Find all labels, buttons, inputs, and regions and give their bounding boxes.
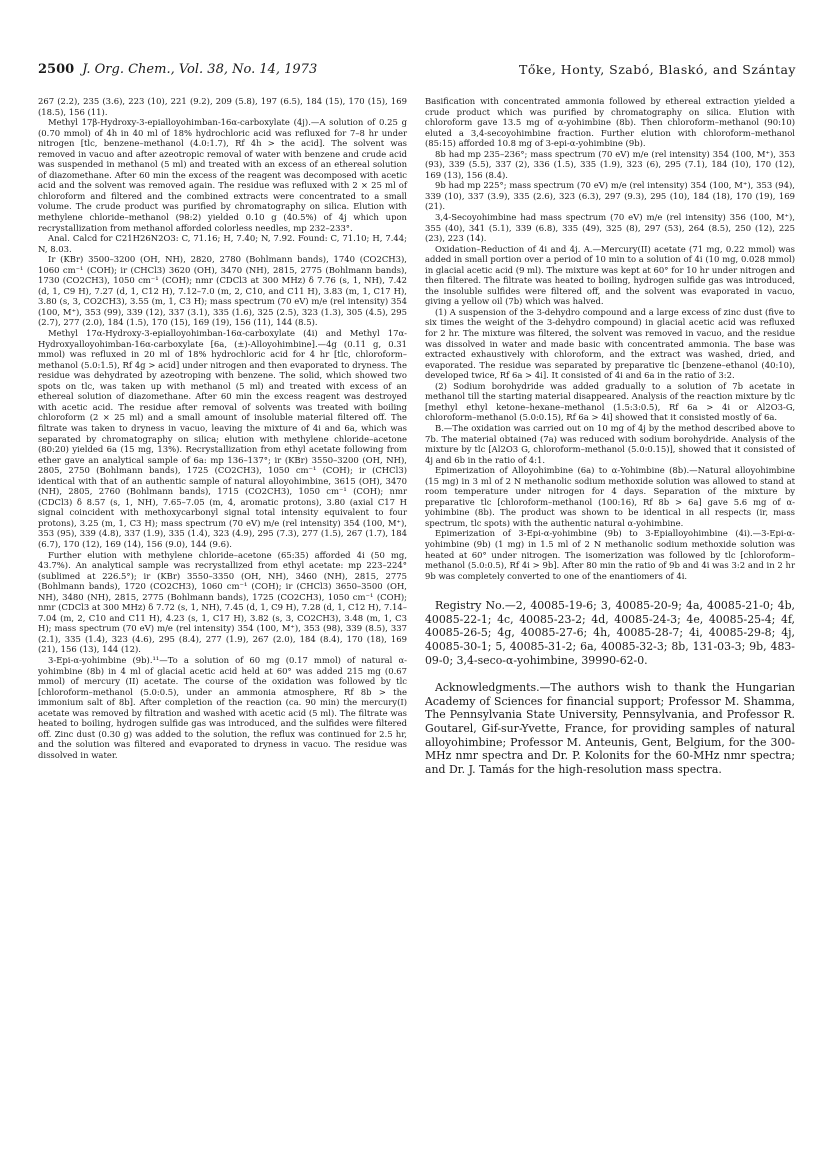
paragraph: 267 (2.2), 235 (3.6), 223 (10), 221 (9.2), 209 (5.8), 197 (6.5), 184 (15), 170 (15), 169 (18.5), 156 (11). <box>38 96 407 117</box>
paragraph: Anal. Calcd for C21H26N2O3: C, 71.16; H, 7.40; N, 7.92. Found: C, 71.10; H, 7.44; N, 8.03. <box>38 233 407 254</box>
journal-citation: J. Org. Chem., Vol. 38, No. 14, 1973 <box>82 62 318 77</box>
paragraph: Further elution with methylene chloride–acetone (65:35) afforded 4i (50 mg, 43.7%). An analytical sample was recrystallized from ethyl acetate: mp 223–224° (sublimed at 226.5°); ir (KBr) 3550–3350 (OH, NH), 3460 (NH), 2815, 2775 (Bohlmann bands), 1720 (CO2CH3), 1060 cm⁻¹ (COH); ir (CHCl3) 3650–3500 (OH, NH), 3480 (NH), 2815, 2775 (Bohlmann bands), 1725 (CO2CH3), 1050 cm⁻¹ (COH); nmr (CDCl3 at 300 MHz) δ 7.72 (s, 1, NH), 7.45 (d, 1, C9 H), 7.28 (d, 1, C12 H), 7.14–7.04 (m, 2, C10 and C11 H), 4.23 (s, 1, C17 H), 3.82 (s, 3, CO2CH3), 3.48 (m, 1, C3 H); mass spectrum (70 eV) m/e (rel intensity) 354 (100, M⁺), 353 (98), 339 (8.5), 337 (2.1), 335 (1.4), 323 (4.6), 295 (8.4), 277 (1.9), 267 (2.0), 184 (8.4), 170 (18), 169 (21), 156 (13), 144 (12). <box>38 549 407 655</box>
paragraph: Epimerization of Alloyohimbine (6a) to α-Yohimbine (8b).—Natural alloyohimbine (15 mg) in 3 ml of 2 N methanolic sodium methoxide solution was allowed to stand at room temperature under nitrogen for 4 days. Separation of the mixture by preparative tlc [chloroform–methanol (100:16), Rf 8b > 6a] gave 5.6 mg of α-yohimbine (8b). The product was shown to be identical in all respects (ir, mass spectrum, tlc spots) with the authentic natural α-yohimbine. <box>425 465 795 528</box>
running-head-left <box>38 62 317 77</box>
acknowledgments: Acknowledgments.—The authors wish to thank the Hungarian Academy of Sciences for financial support; Professor M. Shamma, The Pennsylvania State University, Pennsylvania, and Professor R. Goutarel, Gif-sur-Yvette, France, for providing samples of natural alloyohimbine; Professor M. Anteunis, Gent, Belgium, for the 300-MHz nmr spectra and Dr. P. Kolonits for the 60-MHz nmr spectra; and Dr. J. Tamás for the high-resolution mass spectra. <box>425 681 795 776</box>
running-head-authors: Tőke, Honty, Szabó, Blaskó, and Szántay <box>519 62 796 77</box>
paragraph: Methyl 17β-Hydroxy-3-epialloyohimban-16α-carboxylate (4j).—A solution of 0.25 g (0.70 mmol) of 4h in 40 ml of 18% hydrochloric acid was refluxed for 7–8 hr under nitrogen [tlc, benzene–methanol (4.0:1.7), Rf 4h > the acid]. The solvent was removed in vacuo and after azeotropic removal of water with benzene and crude acid was suspended in methanol (5 ml) and treated with an excess of an ethereal solution of diazomethane. After 60 min the excess of the reagent was decomposed with acetic acid and the solvent was removed again. The residue was refluxed with 2 × 25 ml of chloroform and filtered and the combined extracts were concentrated to a small volume. The crude product was purified by chromatography on silica. Elution with methylene chloride–methanol (98:2) yielded 0.10 g (40.5%) of 4j which upon recrystallization from methanol afforded colorless needles, mp 232–233°. <box>38 117 407 233</box>
paragraph: Basification with concentrated ammonia followed by ethereal extraction yielded a crude product which was purified by chromatography on silica. Elution with chloroform gave 13.5 mg of α-yohimbine (8b). Then chloroform–methanol (90:10) eluted a 3,4-secoyohimbine fraction. Further elution with chloroform–methanol (85:15) afforded 10.8 mg of 3-epi-α-yohimbine (9b). <box>425 96 795 149</box>
paragraph: Ir (KBr) 3500–3200 (OH, NH), 2820, 2780 (Bohlmann bands), 1740 (CO2CH3), 1060 cm⁻¹ (COH); ir (CHCl3) 3620 (OH), 3470 (NH), 2815, 2775 (Bohlmann bands), 1730 (CO2CH3), 1050 cm⁻¹ (COH); nmr (CDCl3 at 300 MHz) δ 7.76 (s, 1, NH), 7.42 (d, 1, C9 H), 7.27 (d, 1, C12 H), 7.12–7.0 (m, 2, C10, and C11 H), 3.83 (m, 1, C17 H), 3.80 (s, 3, CO2CH3), 3.55 (m, 1, C3 H); mass spectrum (70 eV) m/e (rel intensity) 354 (100, M⁺), 353 (99), 339 (12), 337 (3.1), 335 (1.6), 325 (2.5), 323 (1.3), 305 (4.5), 295 (2.7), 277 (2.0), 184 (1.5), 170 (15), 169 (19), 156 (11), 144 (8.5). <box>38 254 407 328</box>
registry-numbers: Registry No.—2, 40085-19-6; 3, 40085-20-9; 4a, 40085-21-0; 4b, 40085-22-1; 4c, 40085-23-2; 4d, 40085-24-3; 4e, 40085-25-4; 4f, 40085-26-5; 4g, 40085-27-6; 4h, 40085-28-7; 4i, 40085-29-8; 4j, 40085-30-1; 5, 40085-31-2; 6a, 40085-32-3; 8b, 131-03-3; 9b, 483-09-0; 3,4-seco-α-yohimbine, 39990-62-0. <box>425 599 795 667</box>
paragraph: B.—The oxidation was carried out on 10 mg of 4j by the method described above to 7b. The material obtained (7a) was reduced with sodium borohydride. Analysis of the mixture by tlc [Al2O3 G, chloroform–methanol (5.0:0.15)], showed that it consisted of 4j and 6b in the ratio of 4:1. <box>425 422 795 465</box>
paragraph: 8b had mp 235–236°; mass spectrum (70 eV) m/e (rel intensity) 354 (100, M⁺), 353 (93), 339 (5.5), 337 (2), 336 (1.5), 335 (1.9), 323 (6), 295 (7.1), 184 (10), 170 (12), 169 (13), 156 (8.4). <box>425 148 795 180</box>
paragraph: 3-Epi-α-yohimbine (9b).¹¹—To a solution of 60 mg (0.17 mmol) of natural α-yohimbine (8b) in 4 ml of glacial acetic acid held at 60° was added 215 mg (0.67 mmol) of mercury (II) acetate. The course of the oxidation was followed by tlc [chloroform–methanol (5.0:0.5), under an ammonia atmosphere, Rf 8b > the immonium salt of 8b]. After completion of the reaction (ca. 90 min) the mercury(I) acetate was removed by filtration and washed with acetic acid (5 ml). The filtrate was heated to boiling, hydrogen sulfide gas was introduced, and the sulfides were filtered off. Zinc dust (0.30 g) was added to the solution, the reflux was continued for 2.5 hr, and the solution was filtered and evaporated to dryness in vacuo. The residue was dissolved in water. <box>38 654 407 760</box>
paragraph: Epimerization of 3-Epi-α-yohimbine (9b) to 3-Epialloyohimbine (4i).—3-Epi-α-yohimbine (9b) (1 mg) in 1.5 ml of 2 N methanolic sodium methoxide solution was heated at 60° under nitrogen. The isomerization was followed by tlc [chloroform–methanol (5.0:0.5), Rf 4i > 9b]. After 80 min the ratio of 9b and 4i was 3:2 and in 2 hr 9b was completely converted to one of the enantiomers of 4i. <box>425 528 795 581</box>
paragraph: Methyl 17α-Hydroxy-3-epialloyohimban-16α-carboxylate (4i) and Methyl 17α-Hydroxyalloyohimban-16α-carboxylate [6a, (±)-Alloyohimbine].—4g (0.11 g, 0.31 mmol) was refluxed in 20 ml of 18% hydrochloric acid for 4 hr [tlc, chloroform–methanol (5.0:1.5), Rf 4g > acid] under nitrogen and then evaporated to dryness. The residue was dehydrated by azeotroping with benzene. The solid, which showed two spots on tlc, was taken up with methanol (5 ml) and treated with excess of an ethereal solution of diazomethane. After 60 min the excess reagent was destroyed with acetic acid. The residue after removal of solvents was treated with boiling chloroform (2 × 25 ml) and a small amount of insoluble material filtered off. The filtrate was taken to dryness in vacuo, leaving the mixture of 4i and 6a, which was separated by chromatography on silica; elution with methylene chloride–acetone (80:20) yielded 6a (15 mg, 13%). Recrystallization from ethyl acetate following from ether gave an analytical sample of 6a: mp 136–137°; ir (KBr) 3550–3200 (OH, NH), 2805, 2750 (Bohlmann bands), 1725 (CO2CH3), 1050 cm⁻¹ (COH); ir (CHCl3) identical with that of an authentic sample of natural alloyohimbine, 3615 (OH), 3470 (NH), 2805, 2760 (Bohlmann bands), 1715 (CO2CH3), 1050 cm⁻¹ (COH); nmr (CDCl3) δ 8.57 (s, 1, NH), 7.65–7.05 (m, 4, aromatic protons), 3.80 (axial C17 H signal coincident with methoxycarbonyl signal total intensity equivalent to four protons), 3.25 (m, 1, C3 H); mass spectrum (70 eV) m/e (rel intensity) 354 (100, M⁺), 353 (95), 339 (4.8), 337 (1.9), 335 (1.4), 323 (4.9), 295 (7.3), 277 (1.5), 267 (1.7), 184 (6.7), 170 (12), 169 (14), 156 (9.0), 144 (9.6). <box>38 328 407 549</box>
paragraph: 3,4-Secoyohimbine had mass spectrum (70 eV) m/e (rel intensity) 356 (100, M⁺), 355 (40), 341 (5.1), 339 (6.8), 335 (49), 325 (8), 297 (53), 264 (8.5), 250 (12), 225 (23), 223 (14). <box>425 212 795 244</box>
paragraph: Oxidation–Reduction of 4i and 4j. A.—Mercury(II) acetate (71 mg, 0.22 mmol) was added in small portion over a period of 10 min to a solution of 4i (10 mg, 0.028 mmol) in glacial acetic acid (9 ml). The mixture was kept at 60° for 10 hr under nitrogen and then filtered. The filtrate was heated to boiling, hydrogen sulfide gas was introduced, the insoluble sulfides were filtered off, and the solvent was evaporated in vacuo, giving a yellow oil (7b) which was halved. <box>425 243 795 307</box>
page-number: 2500 <box>38 62 75 77</box>
paragraph: 9b had mp 225°; mass spectrum (70 eV) m/e (rel intensity) 354 (100, M⁺), 353 (94), 339 (10), 337 (3.9), 335 (2.6), 323 (6.3), 297 (9.3), 295 (10), 184 (18), 170 (19), 169 (21). <box>425 180 795 212</box>
left-column <box>38 96 407 760</box>
paragraph: (1) A suspension of the 3-dehydro compound and a large excess of zinc dust (five to six times the weight of the 3-dehydro compound) in glacial acetic acid was refluxed for 2 hr. The mixture was filtered, the solvent was removed in vacuo, and the residue was dissolved in water and made basic with concentrated ammonia. The base was extracted exhaustively with chloroform, and the extract was washed, dried, and evaporated. The residue was separated by preparative tlc [benzene–ethanol (40:10), developed twice, Rf 6a > 4i]. It consisted of 4i and 6a in the ratio of 3:2. <box>425 306 795 381</box>
page-header <box>38 62 796 80</box>
right-column <box>425 96 795 776</box>
paragraph: (2) Sodium borohydride was added gradually to a solution of 7b acetate in methanol till the starting material disappeared. Analysis of the reaction mixture by tlc [methyl ethyl ketone–hexane–methanol (1.5:3:0.5), Rf 6a > 4i or Al2O3-G, chloroform–methanol (5.0:0.15), Rf 6a > 4i] showed that it consisted mostly of 6a. <box>425 380 795 423</box>
